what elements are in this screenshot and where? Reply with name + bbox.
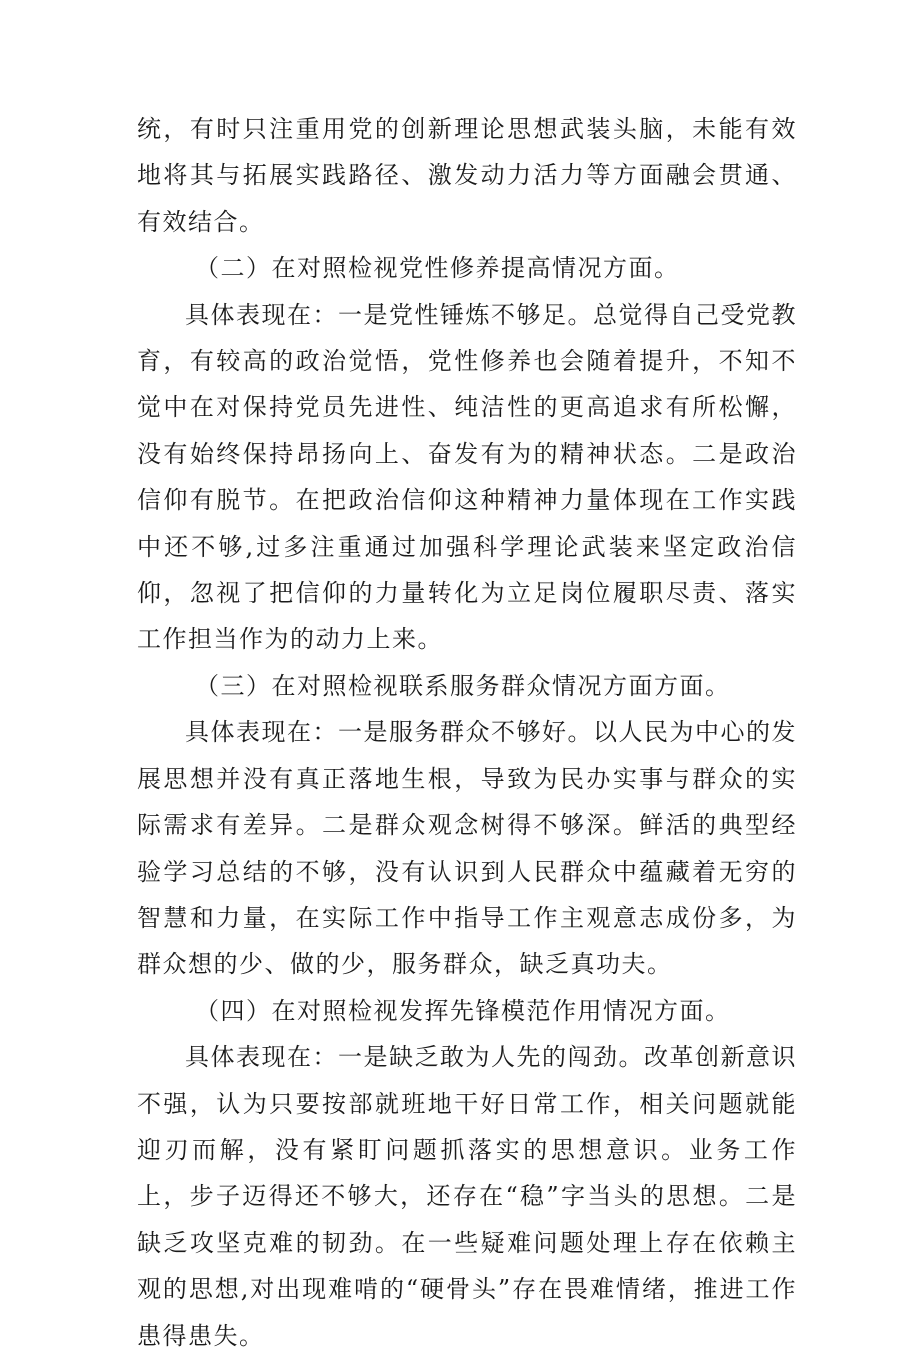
section-heading-3: （三）在对照检视联系服务群众情况方面方面。 <box>195 671 731 700</box>
paragraph-vanguard-role: 具体表现在：一是缺乏敢为人先的闯劲。改革创新意识不强，认为只要按部就班地干好日常工作，相关问题就能迎刃而解，没有紧盯问题抓落实的思想意识。业务工作上，步子迈得还不够大，还存在“稳”字当头的思想。二是缺乏攻坚克难的韧劲。在一些疑难问题处理上存在依赖主观的思想,对出现难啃的“硬骨头”存在畏难情绪，推进工作患得患失。 <box>137 1043 797 1350</box>
section-heading-2: （二）在对照检视党性修养提高情况方面。 <box>195 254 680 283</box>
paragraph-continuation: 统，有时只注重用党的创新理论思想武装头脑，未能有效地将其与拓展实践路径、激发动力活力等方面融会贯通、有效结合。 <box>137 115 797 236</box>
document-body <box>137 106 797 1359</box>
section-heading-4: （四）在对照检视发挥先锋模范作用情况方面。 <box>195 996 731 1025</box>
paragraph-party-spirit: 具体表现在：一是党性锤炼不够足。总觉得自己受党教育，有较高的政治觉悟，党性修养也会随着提升，不知不觉中在对保持党员先进性、纯洁性的更高追求有所松懈，没有始终保持昂扬向上、奋发有为的精神状态。二是政治信仰有脱节。在把政治信仰这种精神力量体现在工作实践中还不够,过多注重通过加强科学理论武装来坚定政治信仰，忽视了把信仰的力量转化为立足岗位履职尽责、落实工作担当作为的动力上来。 <box>137 300 797 654</box>
paragraph-serving-masses: 具体表现在：一是服务群众不够好。以人民为中心的发展思想并没有真正落地生根，导致为民办实事与群众的实际需求有差异。二是群众观念树得不够深。鲜活的典型经验学习总结的不够，没有认识到人民群众中蕴藏着无穷的智慧和力量，在实际工作中指导工作主观意志成份多，为群众想的少、做的少，服务群众，缺乏真功夫。 <box>137 718 797 979</box>
